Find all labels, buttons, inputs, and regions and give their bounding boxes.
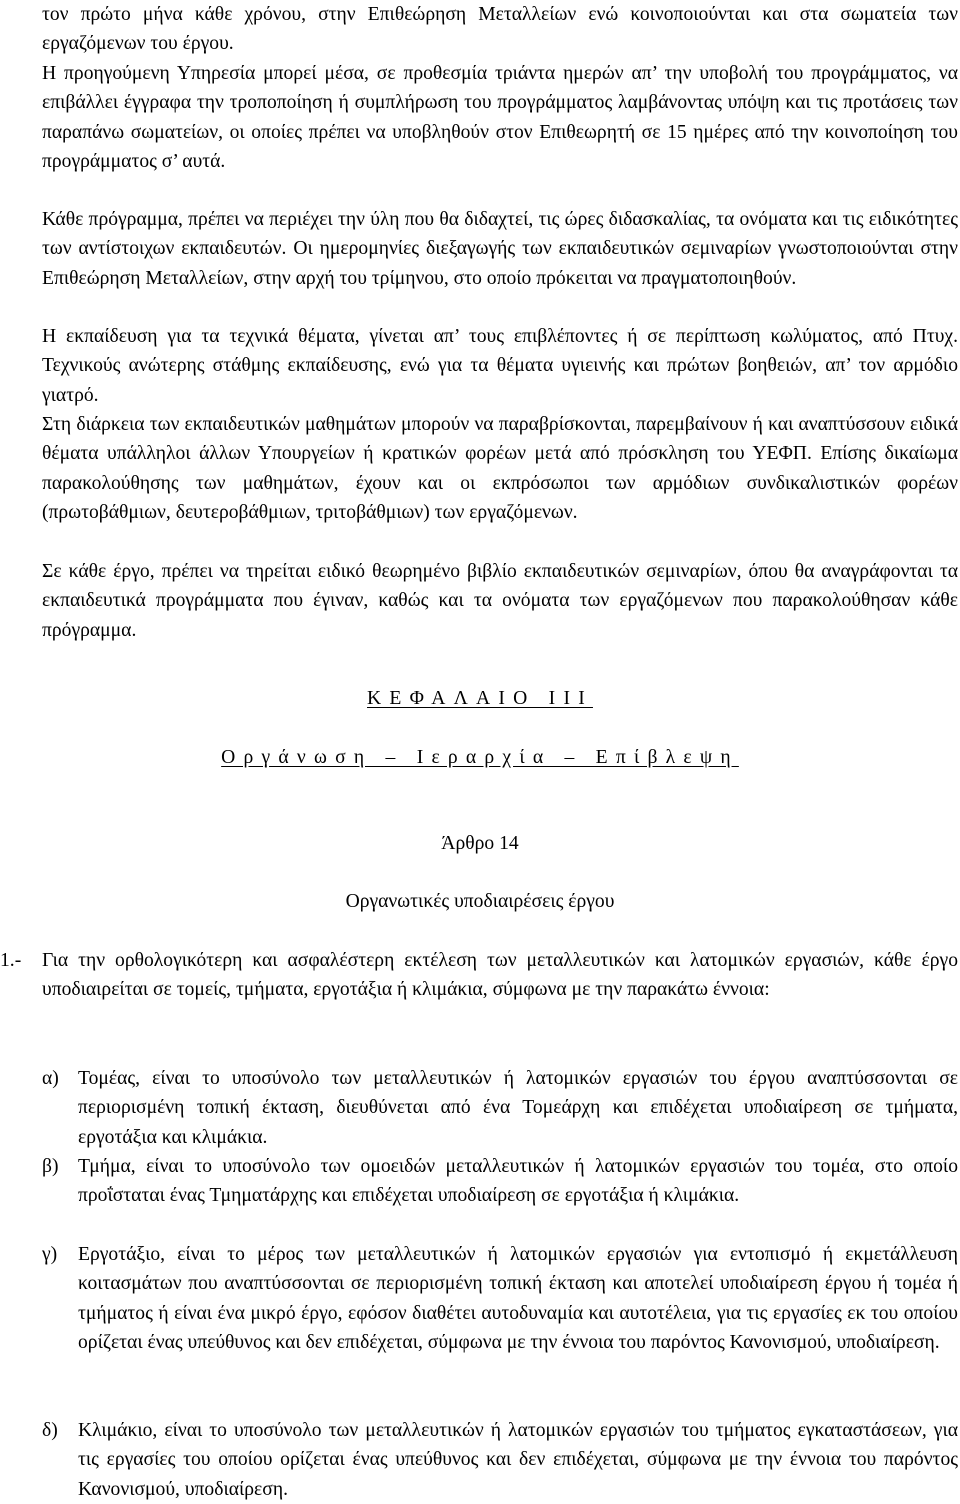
paragraph-program-content: Κάθε πρόγραμμα, πρέπει να περιέχει την ύλη που θα διδαχτεί, τις ώρες διδασκαλίας, τα ονόματα και τις ειδικότητες των αντίστοιχων εκπαιδευτών. Οι ημερομηνίες διεξαγωγής των εκπαιδευτικών σεμιναρίων γνωστοποιούνται στην Επιθεώρηση Μεταλλείων, στην αρχή του τρίμηνου, στο οποίο πρόκειται να πραγματοποιηθούν. [42,209,958,289]
chapter-title: ΚΕΦΑΛΑΙΟ ΙΙΙ [367,688,593,709]
item-text-c: Εργοτάξιο, είναι το μέρος των μεταλλευτικών ή λατομικών εργασιών για εντοπισμό ή εκμετάλλευση κοιτασμάτων που αναπτύσσονται σε περιορισμένη τοπική έκταση και αποτελεί υποδιαίρεση έργου ή τομέα ή τμήματος ή είναι ένα μικρό έργο, εφόσον διαθέτει αυτοδυναμία και αυτοτέλεια, για τις εργασίες εκ του οποίου ορίζεται ένας υπεύθυνος και δεν επιδέχεται, σύμφωνα με την έννοια του παρόντος Κανονισμού, υποδιαίρεση. [78,1244,958,1353]
item-text-a: Τομέας, είναι το υποσύνολο των μεταλλευτικών ή λατομικών εργασιών του έργου αναπτύσσονται σε περιορισμένη τοπική έκταση, διευθύνεται από ένα Τομεάρχη και επιδέχεται υποδιαίρεση σε τμήματα, εργοτάξια και κλιμάκια. [78,1068,958,1148]
clause-number: 1.- [0,950,22,971]
item-label-d: δ) [42,1420,58,1441]
paragraph-program-amendment: Η προηγούμενη Υπηρεσία μπορεί μέσα, σε προθεσμία τριάντα ημερών απ’ την υποβολή του προγράμματος, να επιβάλλει έγγραφα την τροποποίηση ή συμπλήρωση του προγράμματος λαμβάνοντας υπόψη και τις προτάσεις των παραπάνω σωματείων, οι οποίες πρέπει να υποβληθούν στον Επιθεωρητή σε 15 ημέρες από την κοινοποίηση του προγράμματος σ’ αυτά. [42,63,958,172]
item-label-c: γ) [42,1244,58,1265]
article-number: Άρθρο 14 [441,833,519,854]
article-title: Οργανωτικές υποδιαιρέσεις έργου [345,891,615,912]
chapter-subtitle: Οργάνωση – Ιεραρχία – Επίβλεψη [221,747,739,768]
paragraph-seminar-register: Σε κάθε έργο, πρέπει να τηρείται ειδικό θεωρημένο βιβλίο εκπαιδευτικών σεμιναρίων, όπου θα αναγράφονται τα εκπαιδευτικά προγράμματα που έγιναν, καθώς και τα ονόματα των εργαζόμενων που παρακολούθησαν κάθε πρόγραμμα. [42,561,958,641]
item-text-d: Κλιμάκιο, είναι το υποσύνολο των μεταλλευτικών ή λατομικών εργασιών του τμήματος εγκαταστάσεων, για τις εργασίες του οποίου ορίζεται ένας υπεύθυνος και δεν επιδέχεται, σύμφωνα με την έννοια του παρόντος Κανονισμού, υποδιαίρεση. [78,1420,958,1500]
item-label-b: β) [42,1156,59,1177]
paragraph-technical-training: Η εκπαίδευση για τα τεχνικά θέματα, γίνεται απ’ τους επιβλέποντες ή σε περίπτωση κωλύματος, από Πτυχ. Τεχνικούς ανώτερης στάθμης εκπαίδευσης, ενώ για τα θέματα υγιεινής και πρώτων βοηθειών, απ’ τον αρμόδιο γιατρό. [42,326,958,406]
paragraph-attendance: Στη διάρκεια των εκπαιδευτικών μαθημάτων μπορούν να παραβρίσκονται, παρεμβαίνουν ή και αναπτύσσουν ειδικά θέματα υπάλληλοι άλλων Υπουργείων ή κρατικών φορέων μετά από πρόσκληση του ΥΕΦΠ. Επίσης δικαίωμα παρακολούθησης των μαθημάτων, έχουν και οι εκπρόσωποι των αρμόδιων συνδικαλιστικών φορέων (πρωτοβάθμιων, δευτεροβάθμιων, τριτοβάθμιων) των εργαζόμενων. [42,414,958,523]
clause-text: Για την ορθολογικότερη και ασφαλέστερη εκτέλεση των μεταλλευτικών και λατομικών εργασιών, κάθε έργο υποδιαιρείται σε τομείς, τμήματα, εργοτάξια ή κλιμάκια, σύμφωνα με την παρακάτω έννοια: [42,950,958,1001]
item-label-a: α) [42,1068,59,1089]
item-text-b: Τμήμα, είναι το υποσύνολο των ομοειδών μεταλλευτικών ή λατομικών εργασιών του τομέα, στο οποίο προΐσταται ένας Τμηματάρχης και επιδέχεται υποδιαίρεση σε εργοτάξια ή κλιμάκια. [78,1156,958,1207]
paragraph-intro-continuation: τον πρώτο μήνα κάθε χρόνου, στην Επιθεώρηση Μεταλλείων ενώ κοινοποιούνται και στα σωματεία των εργαζόμενων του έργου. [42,4,958,55]
